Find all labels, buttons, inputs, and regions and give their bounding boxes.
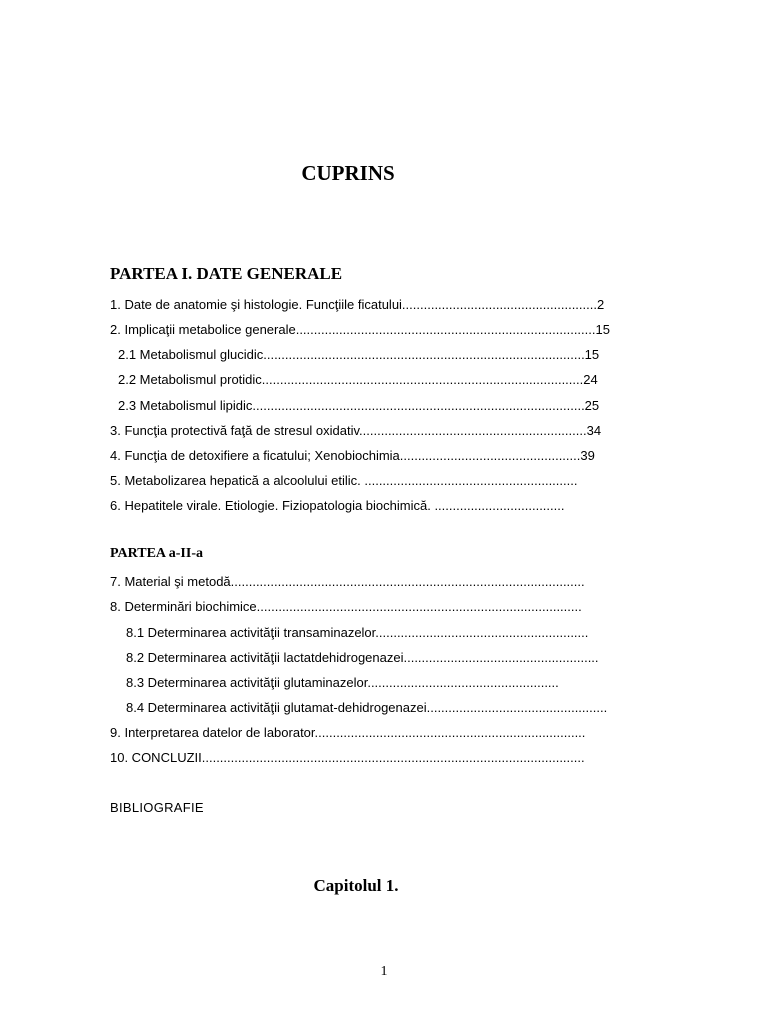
part-1-heading: PARTEA I. DATE GENERALE [110,264,343,283]
toc-entry-8-1: 8.1 Determinarea activităţii transaminazelor........................................................... [126,625,589,640]
toc-entry-8-4: 8.4 Determinarea activităţii glutamat-dehidrogenazei.................................................. [126,700,608,715]
toc-entry-8-3: 8.3 Determinarea activităţii glutaminazelor..................................................... [126,675,559,690]
toc-entry-6: 6. Hepatitele virale. Etiologie. Fiziopatologia biochimică. .................................... [110,498,565,513]
toc-entry-2-3: 2.3 Metabolismul lipidic............................................................................................25 [118,398,600,413]
bibliography-heading: BIBLIOGRAFIE [110,800,204,815]
toc-entry-9: 9. Interpretarea datelor de laborator........................................................................... [110,725,586,740]
toc-entry-7: 7. Material şi metodă.................................................................................................. [110,574,585,589]
toc-entry-8-2: 8.2 Determinarea activităţii lactatdehidrogenazei...................................................... [126,650,599,665]
toc-entry-3: 3. Funcţia protectivă faţă de stresul oxidativ...............................................................34 [110,423,602,438]
toc-entry-4: 4. Funcţia de detoxifiere a ficatului; Xenobiochimia..................................................39 [110,448,595,463]
toc-entry-2-1: 2.1 Metabolismul glucidic.........................................................................................15 [118,347,600,362]
toc-entry-2-2: 2.2 Metabolismul protidic.........................................................................................24 [118,372,598,387]
toc-entry-1: 1. Date de anatomie şi histologie. Funcţiile ficatului......................................................2 [110,297,605,312]
chapter-title: Capitolul 1. [313,876,399,895]
toc-entry-8: 8. Determinări biochimice.......................................................................................... [110,599,582,614]
toc-entry-10: 10. CONCLUZII.......................................................................................................... [110,750,585,765]
page-title: CUPRINS [301,161,395,185]
part-2-heading: PARTEA a-II-a [110,546,203,561]
toc-entry-5: 5. Metabolizarea hepatică a alcoolului etilic. ........................................................... [110,473,578,488]
page-number: 1 [380,964,388,979]
toc-entry-2: 2. Implicaţii metabolice generale...................................................................................15 [110,322,610,337]
